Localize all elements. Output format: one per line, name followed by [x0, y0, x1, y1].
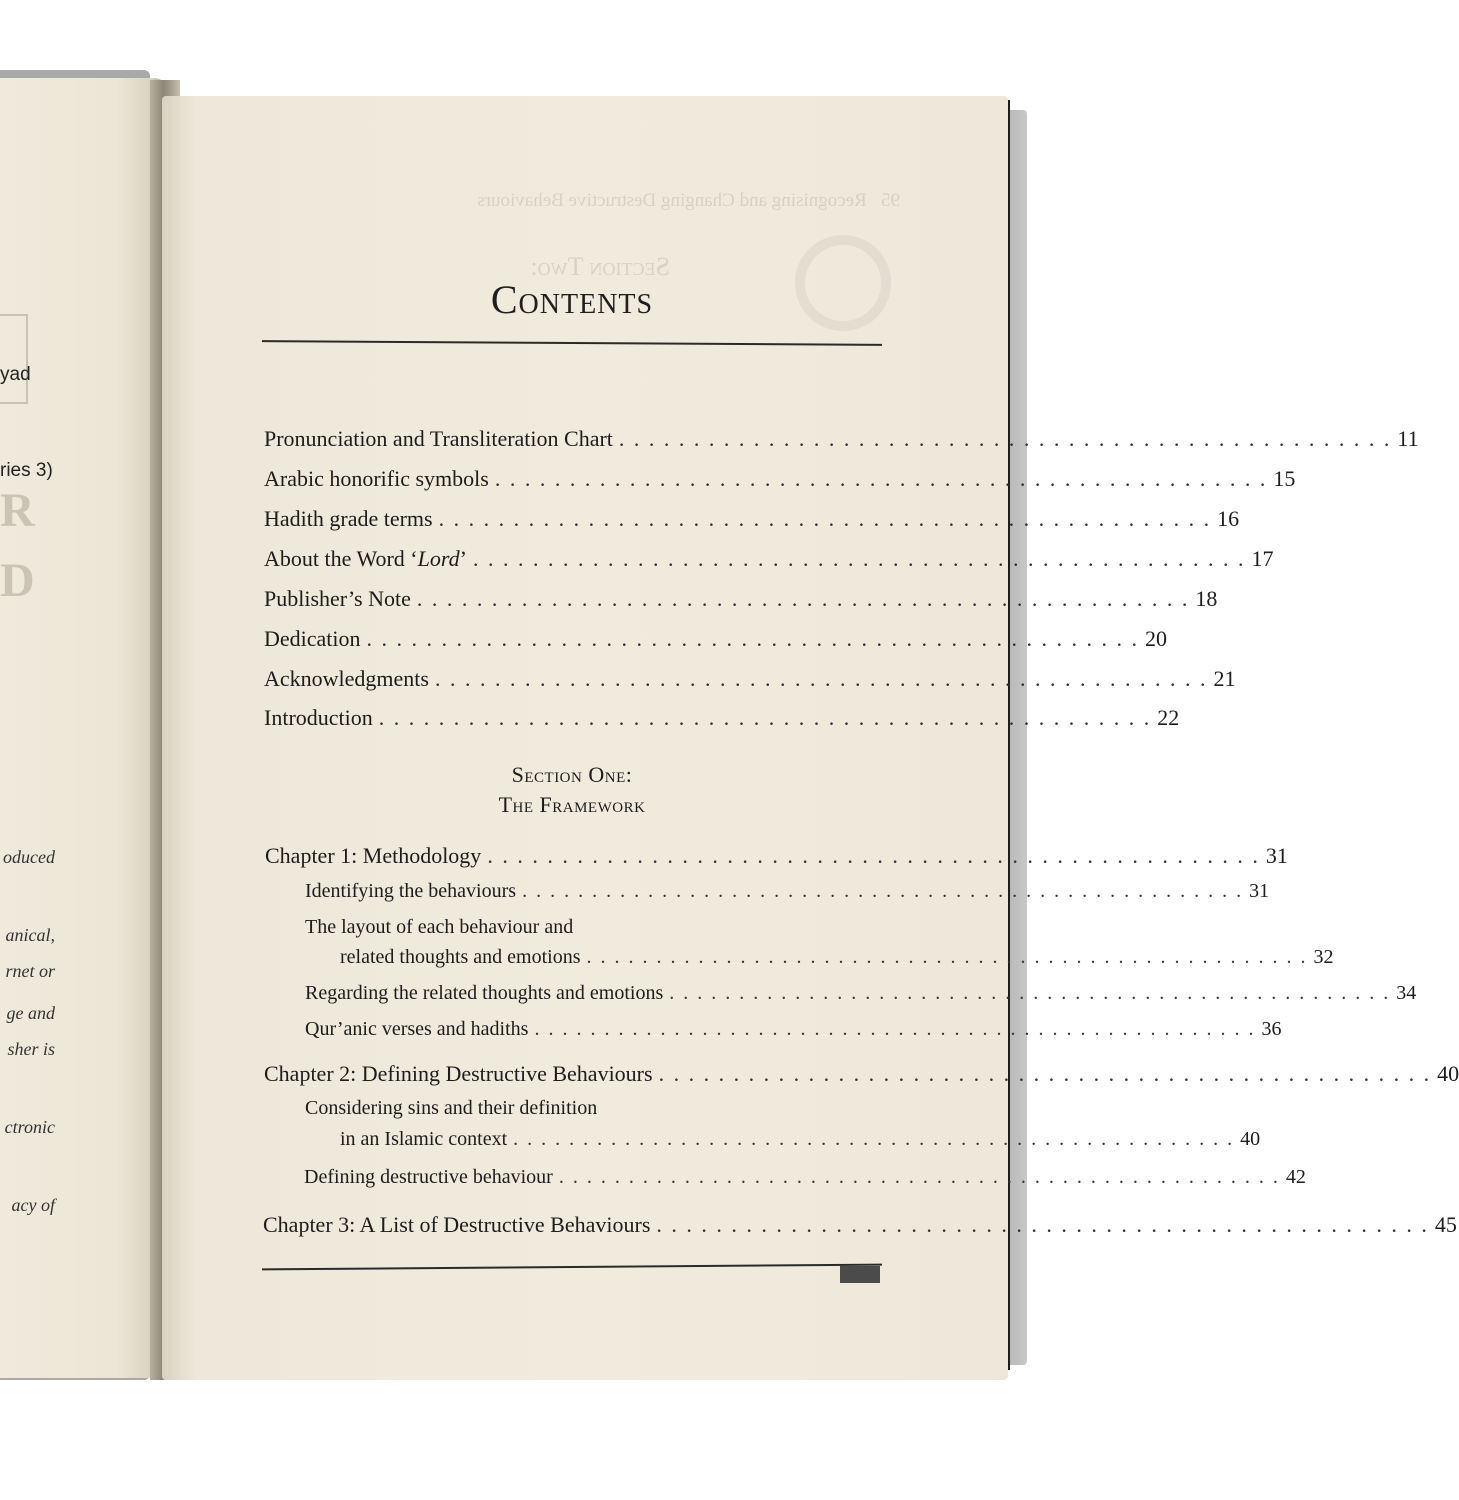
leader-dots: . . . . . . . . . . . . . . . . . . . . . . . . . . . . . . . . . . . . . . . . . . . . . . . . . . . . [494, 466, 1268, 491]
toc-entry-label: Dedication [264, 626, 361, 651]
toc-entry-page: 34 [1396, 982, 1417, 1004]
toc-entry-page: 32 [1313, 946, 1334, 968]
toc-entry [264, 506, 1240, 532]
toc-entry-page: 15 [1273, 466, 1296, 491]
toc-chapter [265, 843, 1288, 869]
left-name-fragment: yad [0, 364, 31, 385]
toc-entry-page: 31 [1249, 880, 1270, 902]
toc-entry-label: Regarding the related thoughts and emotions [305, 982, 664, 1004]
contents-title: Contents [490, 277, 654, 322]
toc-subentry-line1: Considering sins and their definition [305, 1097, 598, 1119]
toc-entry-label: Identifying the behaviours [305, 880, 517, 902]
leader-dots: . . . . . . . . . . . . . . . . . . . . . . . . . . . . . . . . . . . . . . . . . . . . . . . . . . . . [534, 1018, 1256, 1040]
toc-entry [264, 586, 1218, 612]
toc-subentry [305, 982, 1417, 1005]
toc-entry-page: 20 [1145, 626, 1168, 651]
toc-entry [264, 626, 1168, 652]
leader-dots: . . . . . . . . . . . . . . . . . . . . . . . . . . . . . . . . . . . . . . . . . . . . . . . . . . . . [472, 546, 1246, 571]
toc-entry-page: 18 [1195, 586, 1218, 611]
toc-entry-label: Chapter 3: A List of Destructive Behaviours [263, 1212, 651, 1237]
toc-entry-label [264, 546, 467, 572]
toc-label-suffix: ’ [459, 546, 467, 571]
toc-subentry-line1: The layout of each behaviour and [305, 916, 574, 938]
toc-subentry [305, 880, 1270, 903]
toc-subentry [305, 1018, 1282, 1041]
left-page [0, 78, 165, 1378]
leader-dots: . . . . . . . . . . . . . . . . . . . . . . . . . . . . . . . . . . . . . . . . . . . . . . . . . . . . [513, 1128, 1235, 1150]
toc-label-prefix: About the Word ‘ [264, 546, 418, 571]
left-page-box [0, 314, 28, 404]
leader-dots: . . . . . . . . . . . . . . . . . . . . . . . . . . . . . . . . . . . . . . . . . . . . . . . . . . . . [366, 626, 1140, 651]
section-heading-line2: The Framework [498, 792, 646, 817]
leader-dots: . . . . . . . . . . . . . . . . . . . . . . . . . . . . . . . . . . . . . . . . . . . . . . . . . . . . [522, 880, 1244, 902]
toc-entry [264, 666, 1236, 692]
toc-entry-page: 21 [1213, 666, 1236, 691]
toc-entry-label: Publisher’s Note [264, 586, 411, 611]
leader-dots: . . . . . . . . . . . . . . . . . . . . . . . . . . . . . . . . . . . . . . . . . . . . . . . . . . . . [434, 666, 1208, 691]
left-para2-line: rnet or [5, 961, 55, 981]
toc-entry-page: 40 [1240, 1128, 1261, 1150]
toc-entry-label: Qur’anic verses and hadiths [305, 1018, 529, 1040]
toc-chapter [263, 1212, 1457, 1238]
toc-entry [264, 705, 1180, 731]
toc-entry-label: Chapter 2: Defining Destructive Behaviours [264, 1061, 653, 1086]
toc-entry-label: Acknowledgments [264, 666, 429, 691]
toc-entry-label: related thoughts and emotions [340, 946, 581, 968]
toc-entry-page: 16 [1217, 506, 1240, 531]
toc-entry-page: 31 [1265, 843, 1288, 868]
toc-subentry [304, 1166, 1306, 1189]
toc-entry-label: Introduction [264, 705, 373, 730]
leader-dots: . . . . . . . . . . . . . . . . . . . . . . . . . . . . . . . . . . . . . . . . . . . . . . . . . . . . [669, 982, 1391, 1004]
toc-entry-label: Arabic honorific symbols [264, 466, 489, 491]
leader-dots: . . . . . . . . . . . . . . . . . . . . . . . . . . . . . . . . . . . . . . . . . . . . . . . . . . . . [618, 426, 1392, 451]
toc-entry-page: 22 [1157, 705, 1180, 730]
left-para2-line: ctronic [4, 1117, 55, 1137]
toc-entry-page: 42 [1285, 1166, 1306, 1188]
leader-dots: . . . . . . . . . . . . . . . . . . . . . . . . . . . . . . . . . . . . . . . . . . . . . . . . . . . . [658, 1061, 1432, 1086]
toc-entry [264, 426, 1419, 452]
left-para2-line: acy of [11, 1195, 55, 1215]
toc-entry-label: Pronunciation and Transliteration Chart [264, 426, 613, 451]
leader-dots: . . . . . . . . . . . . . . . . . . . . . . . . . . . . . . . . . . . . . . . . . . . . . . . . . . . . [558, 1166, 1280, 1188]
leader-dots: . . . . . . . . . . . . . . . . . . . . . . . . . . . . . . . . . . . . . . . . . . . . . . . . . . . . [656, 1212, 1429, 1237]
section-heading-line1: Section One: [511, 762, 633, 787]
left-para1-line: oduced [3, 847, 55, 867]
toc-subentry [340, 946, 1334, 969]
left-para1-line: anical, [5, 925, 55, 945]
toc-entry-label: Chapter 1: Methodology [265, 843, 482, 868]
leader-dots: . . . . . . . . . . . . . . . . . . . . . . . . . . . . . . . . . . . . . . . . . . . . . . . . . . . . [438, 506, 1212, 531]
toc-entry-label: Defining destructive behaviour [304, 1166, 553, 1188]
toc-entry-page: 11 [1397, 426, 1419, 451]
leader-dots: . . . . . . . . . . . . . . . . . . . . . . . . . . . . . . . . . . . . . . . . . . . . . . . . . . . . [416, 586, 1190, 611]
left-para1-line: ge and [6, 1003, 55, 1023]
toc-entry [264, 466, 1296, 492]
leader-dots: . . . . . . . . . . . . . . . . . . . . . . . . . . . . . . . . . . . . . . . . . . . . . . . . . . . . [378, 705, 1152, 730]
left-series-fragment: ries 3) [0, 460, 53, 481]
page-tab-marker [840, 1266, 880, 1283]
toc-entry-page: 17 [1251, 546, 1274, 571]
left-title-letter-d: D [0, 554, 35, 607]
toc-label-italic: Lord [417, 546, 460, 571]
toc-entry-page: 45 [1434, 1212, 1457, 1237]
toc-entry-label: Hadith grade terms [264, 506, 433, 531]
left-para2-line: sher is [7, 1039, 55, 1059]
leader-dots: . . . . . . . . . . . . . . . . . . . . . . . . . . . . . . . . . . . . . . . . . . . . . . . . . . . . [586, 946, 1308, 968]
toc-entry-page: 36 [1261, 1018, 1282, 1040]
leader-dots: . . . . . . . . . . . . . . . . . . . . . . . . . . . . . . . . . . . . . . . . . . . . . . . . . . . . [487, 843, 1260, 868]
left-paragraph-2 [5, 906, 55, 1270]
toc-chapter [264, 1061, 1459, 1087]
toc-subentry [340, 1128, 1261, 1151]
left-title-letter-r: R [0, 484, 35, 537]
toc-entry [264, 546, 1274, 572]
toc-entry-page: 40 [1437, 1061, 1459, 1086]
toc-entry-label: in an Islamic context [340, 1128, 508, 1150]
